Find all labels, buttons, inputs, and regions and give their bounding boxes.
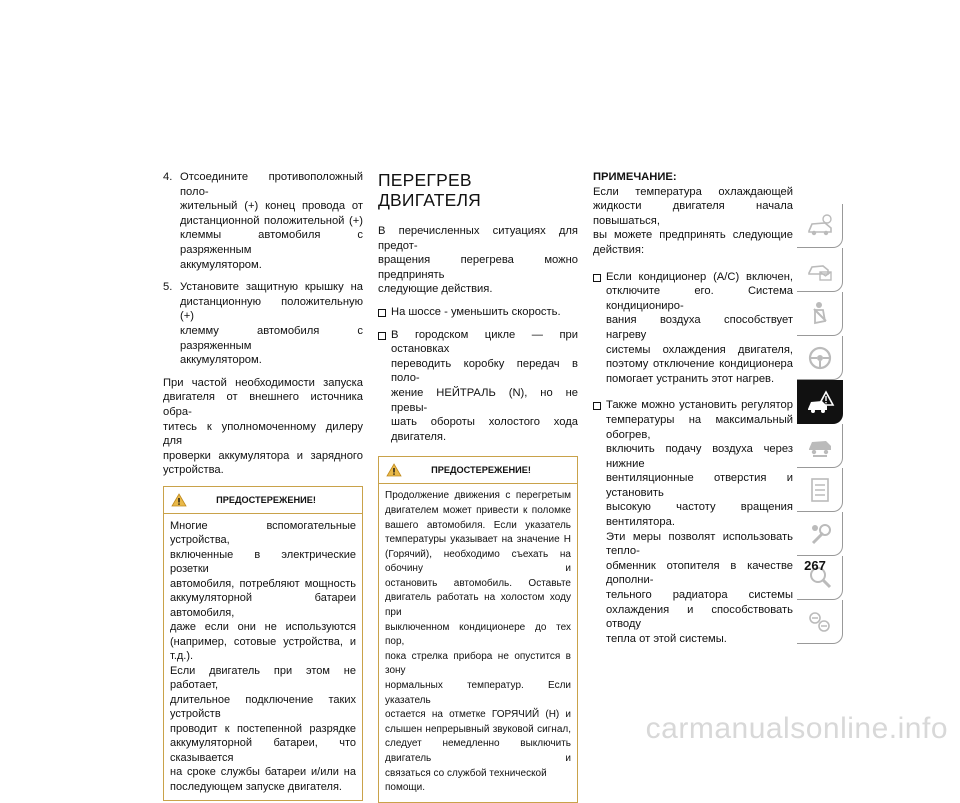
text-line: следующие действия. — [378, 283, 493, 296]
text-line: шать обороты холостого хода — [391, 416, 578, 429]
tab-seatbelt[interactable] — [797, 292, 843, 336]
text-line: Если кондиционер (A/C) включен, — [606, 270, 793, 283]
warning-text — [379, 484, 577, 801]
watermark: carmanualsonline.info — [645, 712, 948, 745]
text-line: аккумуляторной батареи автомобиля, — [170, 592, 356, 619]
text-line: вентиляционные отверстия и установить — [606, 472, 793, 499]
text-line: дистанционной положительной (+) — [180, 214, 363, 227]
text-line: В перечисленных ситуациях для предот- — [378, 225, 578, 252]
text-line: жение НЕЙТРАЛЬ (N), но не превы- — [391, 386, 578, 414]
bullet-square-icon — [378, 332, 386, 340]
text-line: действия: — [593, 243, 645, 256]
step-5-text — [180, 280, 363, 368]
text-line: двигатель работать на холостом ходу при — [385, 592, 571, 619]
text-line: Установите защитную крышку на — [180, 281, 363, 294]
text-line: помогает устранить этот нагрев. — [606, 372, 775, 385]
roadside-emergency-icon — [805, 387, 835, 417]
text-line: автомобиля, потребляют мощность — [170, 577, 356, 590]
bullet-highway — [378, 305, 578, 320]
step-5 — [163, 280, 363, 368]
text-line: охлаждения и способствовать отводу — [606, 603, 793, 631]
bullet-city — [378, 328, 578, 445]
warning-triangle-icon — [379, 463, 409, 477]
text-line: титесь к уполномоченному дилеру для — [163, 420, 363, 448]
text-line: переводить коробку передач в поло- — [391, 357, 578, 385]
text-line: поэтому отключение кондиционера — [606, 358, 793, 371]
text-line: Отсоедините противоположный поло- — [180, 171, 363, 198]
text-line: высокую частоту вращения вентилятора. — [606, 501, 793, 529]
warning-triangle-icon — [164, 493, 194, 507]
text-line: Также можно установить регулятор — [606, 399, 793, 412]
steering-wheel-icon — [805, 343, 835, 373]
text-line: тельного радиатора системы — [606, 589, 793, 602]
bullet-text — [606, 398, 793, 646]
text-line: включить подачу воздуха через нижние — [606, 443, 793, 470]
text-line: двигателя. — [391, 430, 447, 443]
note-paragraph — [593, 185, 793, 258]
battery-paragraph — [163, 376, 363, 478]
text-line: вращения перегрева можно предпринять — [378, 254, 578, 281]
text-line: Если двигатель при этом не работает, — [170, 664, 356, 692]
warning-title: ПРЕДОСТЕРЕЖЕНИЕ! — [431, 465, 531, 476]
wrench-icon — [805, 519, 835, 549]
text-line: В городском цикле — при остановках — [391, 328, 578, 356]
bullet-text: На шоссе - уменьшить скорость. — [391, 305, 561, 318]
text-line: Эти меры позволят использовать тепло- — [606, 530, 793, 558]
warning-text — [164, 514, 362, 801]
tab-car-service[interactable] — [797, 424, 843, 468]
bullet-text — [606, 270, 793, 387]
tab-wrench[interactable] — [797, 512, 843, 556]
step-4-number: 4. — [163, 171, 173, 183]
text-line: (Горячий), необходимо съехать на обочину и — [385, 548, 571, 575]
column-1 — [163, 170, 363, 801]
text-line: жидкости двигателя начала повышаться, — [593, 200, 793, 227]
chapter-tabs — [797, 204, 843, 644]
tab-checklist[interactable] — [797, 468, 843, 512]
note-title: ПРИМЕЧАНИЕ: — [593, 171, 677, 183]
tab-car-info[interactable] — [797, 204, 843, 248]
text-line: даже если они не используются — [170, 621, 356, 634]
column-2 — [378, 170, 578, 803]
checklist-icon — [805, 475, 835, 505]
text-line: проверки аккумулятора и зарядного — [163, 449, 363, 462]
section-heading: ПЕРЕГРЕВ ДВИГАТЕЛЯ — [378, 170, 481, 210]
step-4 — [163, 170, 363, 272]
warning-title: ПРЕДОСТЕРЕЖЕНИЕ! — [216, 494, 316, 505]
tab-steering-wheel[interactable] — [797, 336, 843, 380]
text-line: аккумуляторной батареи, что сказывается — [170, 737, 356, 764]
text-line: (например, сотовые устройства, и т.д.). — [170, 635, 356, 663]
warning-box-battery — [163, 486, 363, 802]
bullet-ac-off — [593, 270, 793, 387]
text-line: двигателя от внешнего источника обра- — [163, 391, 363, 418]
text-line: включенные в электрические розетки — [170, 548, 356, 576]
text-line: двигателем может привести к поломке — [385, 504, 571, 516]
bullet-square-icon — [593, 274, 601, 282]
warning-header — [164, 487, 362, 514]
text-line: остановить автомобиль. Оставьте — [385, 577, 571, 589]
text-line: вания воздуха способствует нагреву — [606, 314, 793, 341]
page-number: 267 — [804, 558, 826, 573]
text-line: вашего автомобиля. Если указатель — [385, 519, 571, 531]
text-line: вы можете предпринять следующие — [593, 229, 793, 242]
text-line: устройства. — [163, 464, 224, 477]
text-line: При частой необходимости запуска — [163, 376, 363, 389]
warning-header — [379, 457, 577, 484]
text-line: отключите его. Система кондициониро- — [606, 285, 793, 312]
text-line: температуры указывает на значение H — [385, 534, 571, 546]
text-line: слышен непрерывный звуковой сигнал, — [385, 723, 571, 735]
text-line: аккумулятором. — [180, 258, 262, 271]
car-mail-icon — [805, 255, 835, 285]
text-line: Продолжение движения с перегретым — [385, 490, 571, 502]
intro-paragraph — [378, 224, 578, 297]
bullet-square-icon — [593, 402, 601, 410]
text-line: длительное подключение таких устройств — [170, 693, 356, 721]
text-line: последующем запуске двигателя. — [170, 780, 342, 793]
text-line: тепла от этой системы. — [606, 632, 727, 645]
text-line: Многие вспомогательные устройства, — [170, 519, 356, 547]
text-line: пока стрелка прибора не опустится в зону — [385, 650, 571, 677]
car-service-icon — [805, 431, 835, 461]
step-4-text — [180, 170, 363, 272]
text-line: проводит к постепенной разрядке — [170, 722, 356, 735]
text-line: связаться со службой технической помощи. — [385, 767, 547, 794]
text-line: остается на отметке ГОРЯЧИЙ (H) и — [385, 709, 571, 721]
tab-roadside-emergency[interactable] — [797, 380, 843, 424]
text-line: выключенном кондиционере до тех пор, — [385, 621, 571, 648]
seatbelt-icon — [805, 299, 835, 329]
text-line: дистанционную положительную (+) — [180, 295, 363, 323]
language-icon — [805, 607, 835, 637]
text-line: аккумулятором. — [180, 354, 262, 367]
text-line: клемму автомобиля с разряженным — [180, 324, 363, 352]
text-line: системы охлаждения двигателя, — [606, 343, 793, 356]
column-3 — [593, 170, 793, 654]
text-line: температуры на максимальный обогрев, — [606, 413, 793, 441]
text-line: Если температура охлаждающей — [593, 185, 793, 198]
bullet-text — [391, 328, 578, 445]
step-5-number: 5. — [163, 281, 173, 294]
warning-box-overheat — [378, 456, 578, 802]
text-line: клеммы автомобиля с разряженным — [180, 229, 363, 256]
bullet-heater-max — [593, 398, 793, 646]
tab-car-mail[interactable] — [797, 248, 843, 292]
text-line: обменник отопителя в качестве дополни- — [606, 559, 793, 587]
text-line: на сроке службы батареи и/или на — [170, 766, 356, 779]
bullet-square-icon — [378, 309, 386, 317]
text-line: жительный (+) конец провода от — [180, 200, 363, 213]
car-info-icon — [805, 211, 835, 241]
text-line: следует немедленно выключить двигатель и — [385, 738, 571, 764]
text-line: нормальных температур. Если указатель — [385, 680, 571, 706]
tab-language[interactable] — [797, 600, 843, 644]
